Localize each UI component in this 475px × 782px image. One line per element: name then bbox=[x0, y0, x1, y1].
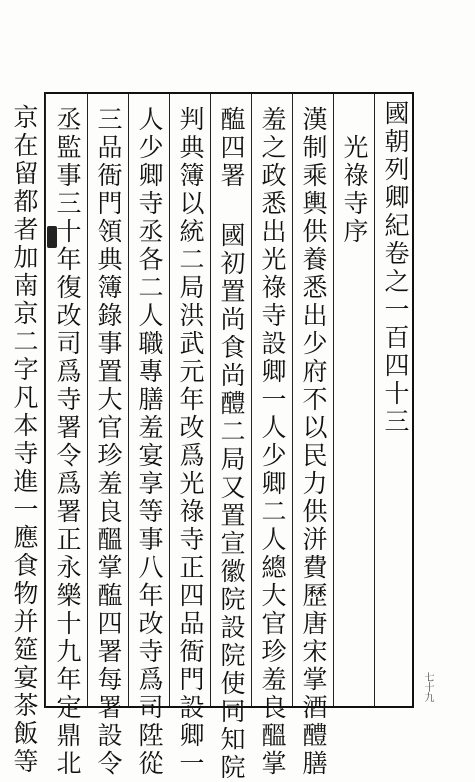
text-line: 醢四署 國初置尚食尚醴二局又置宣徽院設院使同知院 bbox=[217, 106, 246, 782]
column-text-7 bbox=[46, 94, 88, 778]
text-line: 丞監事三十年復改司爲寺署令爲署正永樂十九年定鼎北 bbox=[53, 106, 82, 778]
column-text-2 bbox=[251, 94, 293, 778]
column-text-3 bbox=[210, 94, 252, 782]
column-text-1 bbox=[292, 94, 334, 778]
text-frame bbox=[44, 92, 414, 782]
text-line: 人少卿寺丞各二人職專膳羞宴享等事八年改寺爲司陞從 bbox=[135, 106, 164, 778]
folio-mark: 七十九 bbox=[422, 672, 433, 702]
column-section bbox=[333, 94, 375, 706]
column-text-6 bbox=[87, 94, 129, 778]
text-line: 京在留都者加南京二字凡本寺進一應食物并筵宴茶飯等 bbox=[10, 104, 39, 776]
text-line: 羞之政悉出光祿寺設卿一人少卿二人總大官珍羞良醞掌 bbox=[258, 106, 287, 778]
column-text-5 bbox=[128, 94, 170, 778]
text-line: 漢制乘輿供養悉出少府不以民力供洴費歷唐宋掌酒醴膳 bbox=[299, 106, 328, 778]
volume-title: 國朝列卿紀卷之一百四十三 bbox=[381, 100, 410, 436]
text-line: 判典簿以統二局洪武元年改爲光祿寺正四品衙門設卿一 bbox=[176, 106, 205, 778]
column-text-8 bbox=[4, 92, 46, 776]
column-title bbox=[374, 94, 416, 706]
section-title: 光祿寺序 bbox=[340, 134, 369, 246]
column-text-4 bbox=[169, 94, 211, 778]
text-line: 三品衙門領典簿錄事置大官珍羞良醞掌醢四署每署設令 bbox=[94, 106, 123, 778]
